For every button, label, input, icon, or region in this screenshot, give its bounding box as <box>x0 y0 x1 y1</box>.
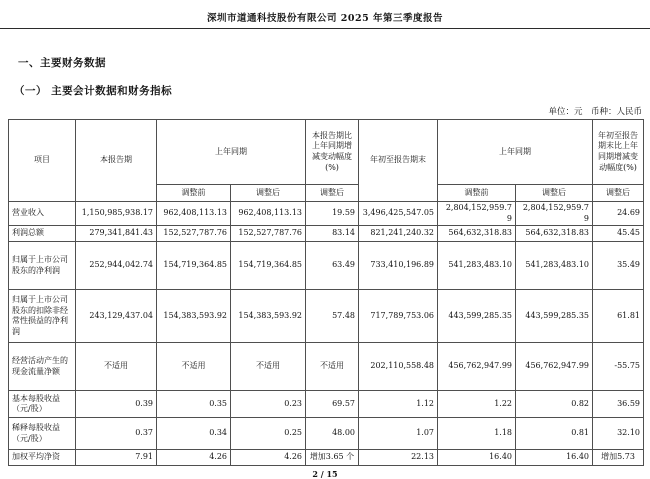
cell-value: 22.13 <box>359 450 438 466</box>
cell-value: 154,719,364.85 <box>157 242 231 290</box>
cell-value: 1.18 <box>438 418 516 450</box>
table-row-net-profit-excl-nonrecurring <box>9 290 644 343</box>
cell-value: 19.59 <box>306 202 359 226</box>
cell-value: 36.59 <box>593 391 644 418</box>
col-header-current-vs-prior-change: 本报告期比上年同期增减变动幅度(%) <box>306 120 359 185</box>
cell-value: 456,762,947.99 <box>438 343 516 391</box>
row-label: 加权平均净资 <box>9 450 76 466</box>
cell-value: 279,341,841.43 <box>76 226 157 242</box>
cell-value: 61.81 <box>593 290 644 343</box>
row-label: 归属于上市公司股东的净利润 <box>9 242 76 290</box>
subheader-after-adjustment: 调整后 <box>231 185 306 202</box>
cell-value: 增加3.65 个 <box>306 450 359 466</box>
col-header-prior-period: 上年同期 <box>157 120 306 185</box>
cell-value: 0.39 <box>76 391 157 418</box>
cell-value: 541,283,483.10 <box>516 242 593 290</box>
table-row-basic-eps <box>9 391 644 418</box>
cell-value: 69.57 <box>306 391 359 418</box>
cell-value: 962,408,113.13 <box>231 202 306 226</box>
cell-value: 564,632,318.83 <box>516 226 593 242</box>
cell-value: 0.81 <box>516 418 593 450</box>
cell-value: 16.40 <box>516 450 593 466</box>
cell-value: 0.35 <box>157 391 231 418</box>
subheader-after-adjustment: 调整后 <box>593 185 644 202</box>
cell-value: 154,383,593.92 <box>231 290 306 343</box>
cell-value: 152,527,787.76 <box>231 226 306 242</box>
cell-value: 152,527,787.76 <box>157 226 231 242</box>
cell-value: 不适用 <box>76 343 157 391</box>
cell-value: 564,632,318.83 <box>438 226 516 242</box>
row-label: 归属于上市公司股东的扣除非经常性损益的净利润 <box>9 290 76 343</box>
table-row-diluted-eps <box>9 418 644 450</box>
cell-value: 0.25 <box>231 418 306 450</box>
cell-value: 24.69 <box>593 202 644 226</box>
cell-value: 0.34 <box>157 418 231 450</box>
cell-value: 32.10 <box>593 418 644 450</box>
cell-value: 541,283,483.10 <box>438 242 516 290</box>
table-row-net-profit-attributable <box>9 242 644 290</box>
cell-value: 1,150,985,938.17 <box>76 202 157 226</box>
row-label: 稀释每股收益（元/股） <box>9 418 76 450</box>
subheader-before-adjustment: 调整前 <box>157 185 231 202</box>
row-label: 基本每股收益（元/股） <box>9 391 76 418</box>
col-header-prior-ytd: 上年同期 <box>438 120 593 185</box>
cell-value: -55.75 <box>593 343 644 391</box>
cell-value: 45.45 <box>593 226 644 242</box>
row-label: 利润总额 <box>9 226 76 242</box>
cell-value: 不适用 <box>231 343 306 391</box>
cell-value: 443,599,285.35 <box>438 290 516 343</box>
cell-value: 2,804,152,959.79 <box>438 202 516 226</box>
cell-value: 717,789,753.06 <box>359 290 438 343</box>
cell-value: 252,944,042.74 <box>76 242 157 290</box>
col-header-ytd: 年初至报告期末 <box>359 120 438 202</box>
cell-value: 增加5.73 <box>593 450 644 466</box>
cell-value: 不适用 <box>306 343 359 391</box>
cell-value: 962,408,113.13 <box>157 202 231 226</box>
subheader-before-adjustment: 调整前 <box>438 185 516 202</box>
cell-value: 202,110,558.48 <box>359 343 438 391</box>
cell-value: 0.23 <box>231 391 306 418</box>
col-header-ytd-vs-prior-change: 年初至报告期末比上年同期增减变动幅度(%) <box>593 120 644 185</box>
cell-value: 57.48 <box>306 290 359 343</box>
row-label: 营业收入 <box>9 202 76 226</box>
cell-value: 48.00 <box>306 418 359 450</box>
cell-value: 243,129,437.04 <box>76 290 157 343</box>
cell-value: 不适用 <box>157 343 231 391</box>
table-row-total-profit <box>9 226 644 242</box>
cell-value: 733,410,196.89 <box>359 242 438 290</box>
cell-value: 2,804,152,959.79 <box>516 202 593 226</box>
table-header-row-1 <box>9 120 644 185</box>
table-row-operating-cash-flow <box>9 343 644 391</box>
subsection-heading-key-accounting-data: （一） 主要会计数据和财务指标 <box>14 85 173 97</box>
cell-value: 16.40 <box>438 450 516 466</box>
cell-value: 154,719,364.85 <box>231 242 306 290</box>
col-header-current-period: 本报告期 <box>76 120 157 202</box>
cell-value: 35.49 <box>593 242 644 290</box>
cell-value: 443,599,285.35 <box>516 290 593 343</box>
cell-value: 456,762,947.99 <box>516 343 593 391</box>
page-number: 2 / 15 <box>312 469 338 479</box>
row-label: 经营活动产生的现金流量净额 <box>9 343 76 391</box>
cell-value: 821,241,240.32 <box>359 226 438 242</box>
subheader-after-adjustment: 调整后 <box>516 185 593 202</box>
cell-value: 1.22 <box>438 391 516 418</box>
cell-value: 0.82 <box>516 391 593 418</box>
subheader-after-adjustment: 调整后 <box>306 185 359 202</box>
unit-currency-note: 单位：元 币种：人民币 <box>548 107 642 117</box>
cell-value: 1.07 <box>359 418 438 450</box>
cell-value: 7.91 <box>76 450 157 466</box>
cell-value: 4.26 <box>157 450 231 466</box>
cell-value: 154,383,593.92 <box>157 290 231 343</box>
cell-value: 4.26 <box>231 450 306 466</box>
table-row-weighted-average-roe <box>9 450 644 466</box>
cell-value: 63.49 <box>306 242 359 290</box>
table-row-operating-revenue <box>9 202 644 226</box>
cell-value: 3,496,425,547.05 <box>359 202 438 226</box>
cell-value: 1.12 <box>359 391 438 418</box>
cell-value: 0.37 <box>76 418 157 450</box>
report-title: 深圳市道通科技股份有限公司 2025 年第三季度报告 <box>0 0 650 29</box>
cell-value: 83.14 <box>306 226 359 242</box>
col-header-item: 项目 <box>9 120 76 202</box>
section-heading-main-financial-data: 一、主要财务数据 <box>18 57 106 69</box>
financial-indicators-table <box>8 119 644 466</box>
